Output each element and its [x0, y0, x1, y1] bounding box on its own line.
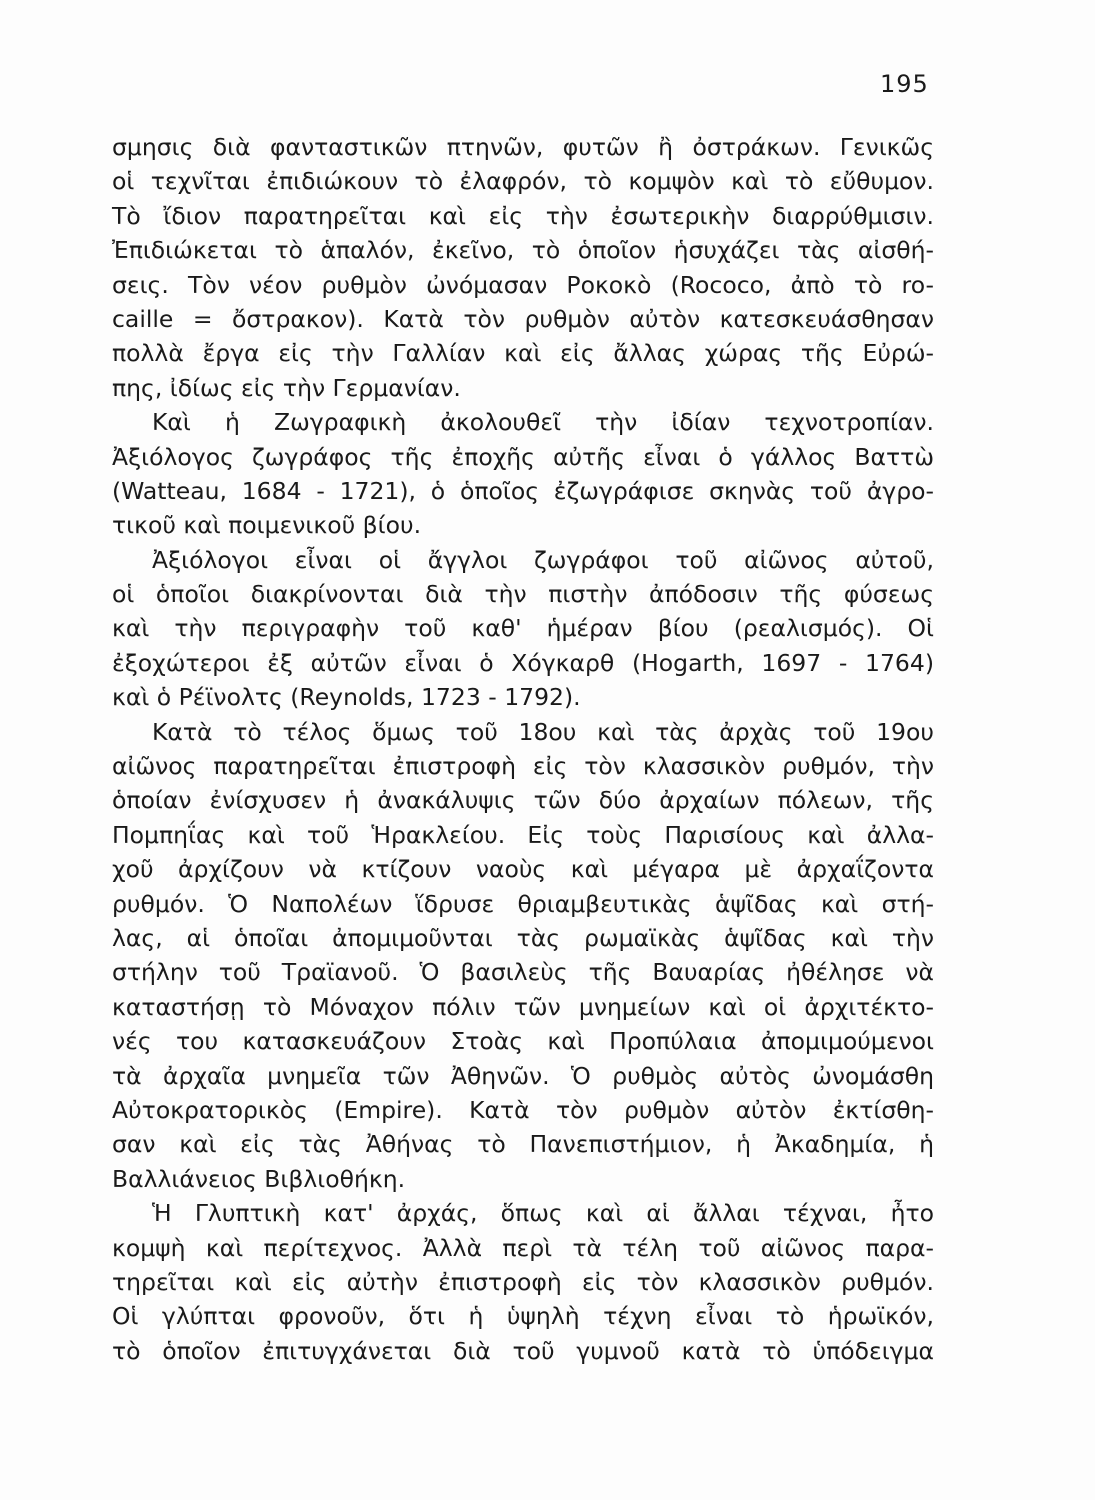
text-line: τὸ ὁποῖον ἐπιτυγχάνεται διὰ τοῦ γυμνοῦ κατὰ τὸ ὑπόδειγμα	[112, 1336, 934, 1365]
text-line: χοῦ ἀρχίζουν νὰ κτίζουν ναοὺς καὶ μέγαρα μὲ ἀρχαΐζοντα	[112, 855, 934, 884]
text-line: οἱ τεχνῖται ἐπιδιώκουν τὸ ἐλαφρόν, τὸ κομψὸν καὶ τὸ εὔθυμον.	[112, 167, 934, 196]
text-line: σαν καὶ εἰς τὰς Ἀθήνας τὸ Πανεπιστήμιον, ἡ Ἀκαδημία, ἡ	[112, 1130, 934, 1159]
text-line: τικοῦ καὶ ποιμενικοῦ βίου.	[112, 511, 422, 540]
text-line: Ἡ Γλυπτικὴ κατ' ἀρχάς, ὅπως καὶ αἱ ἄλλαι τέχναι, ἦτο	[152, 1199, 934, 1228]
text-line: αἰῶνος παρατηρεῖται ἐπιστροφὴ εἰς τὸν κλασσικὸν ρυθμόν, τὴν	[112, 752, 934, 781]
text-line: Ἀξιόλογος ζωγράφος τῆς ἐποχῆς αὐτῆς εἶναι ὁ γάλλος Βαττὼ	[112, 442, 934, 471]
text-line: Αὐτοκρατορικὸς (Empire). Κατὰ τὸν ρυθμὸν αὐτὸν ἐκτίσθη-	[112, 1095, 934, 1124]
text-line: (Watteau, 1684 - 1721), ὁ ὁποῖος ἐζωγράφισε σκηνὰς τοῦ ἀγρο-	[112, 476, 934, 505]
text-line: σμησις διὰ φανταστικῶν πτηνῶν, φυτῶν ἢ ὀστράκων. Γενικῶς	[112, 133, 934, 161]
text-line: ὁποίαν ἐνίσχυσεν ἡ ἀνακάλυψις τῶν δύο ἀρχαίων πόλεων, τῆς	[112, 786, 934, 815]
text-line: Οἱ γλύπται φρονοῦν, ὅτι ἡ ὑψηλὴ τέχνη εἶναι τὸ ἡρωϊκόν,	[112, 1302, 934, 1331]
page-number: 195	[880, 70, 929, 98]
text-line: Ἀξιόλογοι εἶναι οἱ ἄγγλοι ζωγράφοι τοῦ αἰῶνος αὐτοῦ,	[152, 545, 934, 574]
text-line: Καὶ ἡ Ζωγραφικὴ ἀκολουθεῖ τὴν ἰδίαν τεχνοτροπίαν.	[152, 408, 934, 437]
text-line: Κατὰ τὸ τέλος ὅμως τοῦ 18ου καὶ τὰς ἀρχὰς τοῦ 19ου	[152, 717, 934, 746]
text-line: νές του κατασκευάζουν Στοὰς καὶ Προπύλαια ἀπομιμούμενοι	[112, 1027, 934, 1056]
text-line: λας, αἱ ὁποῖαι ἀπομιμοῦνται τὰς ρωμαϊκὰς ἁψῖδας καὶ τὴν	[112, 923, 934, 952]
text-line: στήλην τοῦ Τραϊανοῦ. Ὁ βασιλεὺς τῆς Βαυαρίας ἠθέλησε νὰ	[112, 958, 934, 987]
text-line: τηρεῖται καὶ εἰς αὐτὴν ἐπιστροφὴ εἰς τὸν κλασσικὸν ρυθμόν.	[112, 1267, 934, 1296]
body-text	[112, 130, 934, 1368]
text-line: καταστήσῃ τὸ Μόναχον πόλιν τῶν μνημείων καὶ οἱ ἀρχιτέκτο-	[112, 992, 934, 1021]
text-line: οἱ ὁποῖοι διακρίνονται διὰ τὴν πιστὴν ἀπόδοσιν τῆς φύσεως	[112, 580, 934, 609]
text-line: σεις. Τὸν νέον ρυθμὸν ὠνόμασαν Ροκοκὸ (Rococo, ἀπὸ τὸ ro-	[112, 270, 934, 299]
text-line: καὶ τὴν περιγραφὴν τοῦ καθ' ἡμέραν βίου (ρεαλισμός). Οἱ	[112, 614, 934, 643]
text-line: caille = ὄστρακον). Κατὰ τὸν ρυθμὸν αὐτὸν κατεσκευάσθησαν	[112, 304, 934, 333]
text-line: κομψὴ καὶ περίτεχνος. Ἀλλὰ περὶ τὰ τέλη τοῦ αἰῶνος παρα-	[112, 1233, 934, 1262]
text-line: ρυθμόν. Ὁ Ναπολέων ἵδρυσε θριαμβευτικὰς ἁψῖδας καὶ στή-	[112, 889, 934, 918]
text-line: καὶ ὁ Ρέϊνολτς (Reynolds, 1723 - 1792).	[112, 683, 581, 712]
text-line: Βαλλιάνειος Βιβλιοθήκη.	[112, 1164, 406, 1193]
text-line: Τὸ ἴδιον παρατηρεῖται καὶ εἰς τὴν ἐσωτερικὴν διαρρύθμισιν.	[112, 201, 934, 230]
text-line: ἐξοχώτεροι ἐξ αὐτῶν εἶναι ὁ Χόγκαρθ (Hogarth, 1697 - 1764)	[112, 648, 934, 677]
text-line: Ἐπιδιώκεται τὸ ἁπαλόν, ἐκεῖνο, τὸ ὁποῖον ἡσυχάζει τὰς αἰσθή-	[112, 236, 934, 265]
text-line: πης, ἰδίως εἰς τὴν Γερμανίαν.	[112, 373, 461, 402]
text-line: πολλὰ ἔργα εἰς τὴν Γαλλίαν καὶ εἰς ἄλλας χώρας τῆς Εὐρώ-	[112, 339, 934, 368]
text-line: Πομπηΐας καὶ τοῦ Ἡρακλείου. Εἰς τοὺς Παρισίους καὶ ἀλλα-	[112, 820, 934, 849]
text-line: τὰ ἀρχαῖα μνημεῖα τῶν Ἀθηνῶν. Ὁ ρυθμὸς αὐτὸς ὠνομάσθη	[112, 1061, 934, 1090]
